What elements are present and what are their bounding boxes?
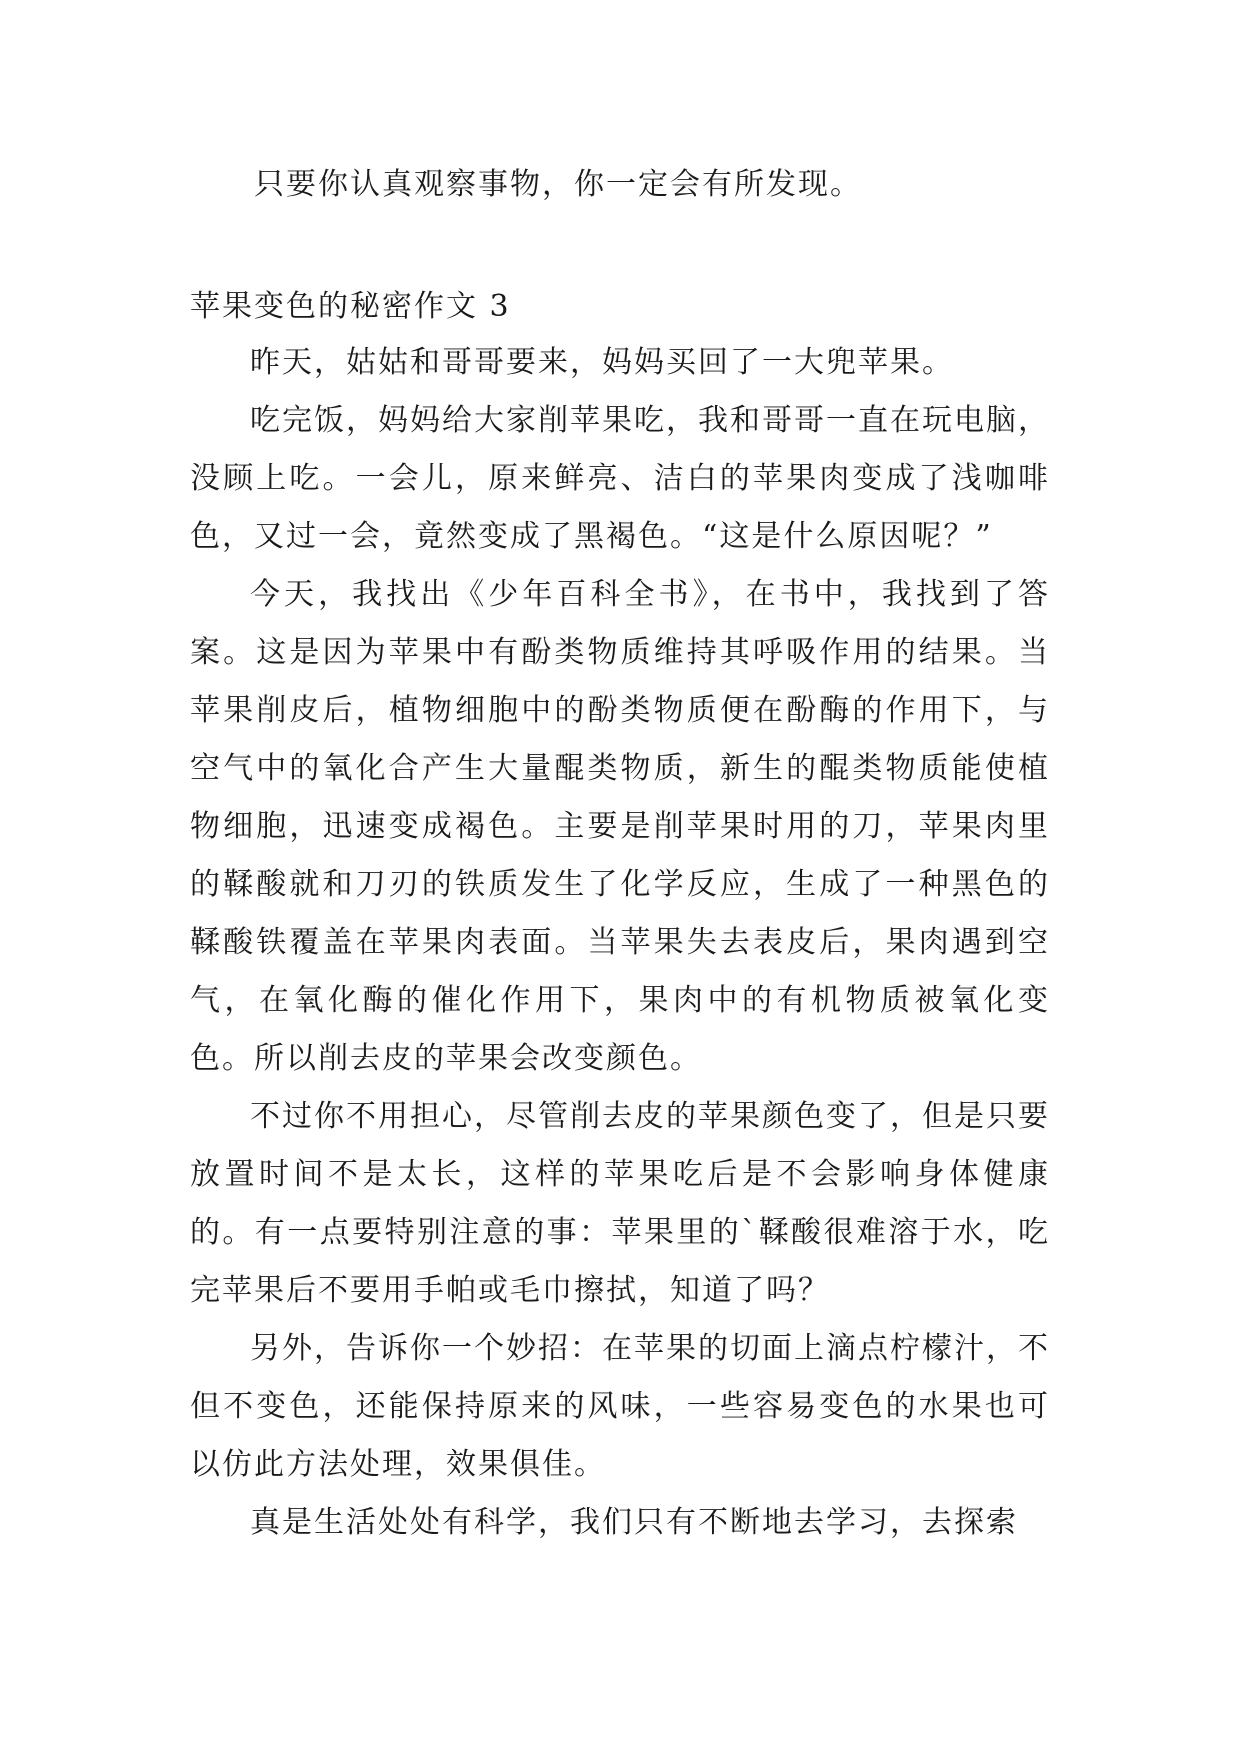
paragraph: 真是生活处处有科学，我们只有不断地去学习，去探索 xyxy=(250,1505,1018,1540)
essay-body xyxy=(190,334,1050,1552)
paragraph: 今天，我找出《少年百科全书》，在书中，我找到了答案。这是因为苹果中有酚类物质维持其呼吸作用的结果。当苹果削皮后，植物细胞中的酚类物质便在酚酶的作用下，与空气中的氧化合产生大量醌类物质，新生的醌类物质能使植物细胞，迅速变成褐色。主要是削苹果时用的刀，苹果肉里的鞣酸就和刀刃的铁质发生了化学反应，生成了一种黑色的鞣酸铁覆盖在苹果肉表面。当苹果失去表皮后，果肉遇到空气，在氧化酶的催化作用下，果肉中的有机物质被氧化变色。所以削去皮的苹果会改变颜色。 xyxy=(190,577,1050,1076)
intro-line: 只要你认真观察事物，你一定会有所发现。 xyxy=(254,167,862,202)
paragraph: 吃完饭，妈妈给大家削苹果吃，我和哥哥一直在玩电脑，没顾上吃。一会儿，原来鲜亮、洁白的苹果肉变成了浅咖啡色，又过一会，竟然变成了黑褐色。“这是什么原因呢？” xyxy=(190,403,1050,554)
paragraph: 不过你不用担心，尽管削去皮的苹果颜色变了，但是只要放置时间不是太长，这样的苹果吃后是不会影响身体健康的。有一点要特别注意的事：苹果里的`鞣酸很难溶于水，吃完苹果后不要用手帕或毛巾擦拭，知道了吗？ xyxy=(190,1099,1050,1308)
paragraph: 昨天，姑姑和哥哥要来，妈妈买回了一大兜苹果。 xyxy=(250,345,954,380)
essay-heading: 苹果变色的秘密作文 3 xyxy=(190,289,511,324)
paragraph: 另外，告诉你一个妙招：在苹果的切面上滴点柠檬汁，不但不变色，还能保持原来的风味，一些容易变色的水果也可以仿此方法处理，效果俱佳。 xyxy=(190,1331,1050,1482)
